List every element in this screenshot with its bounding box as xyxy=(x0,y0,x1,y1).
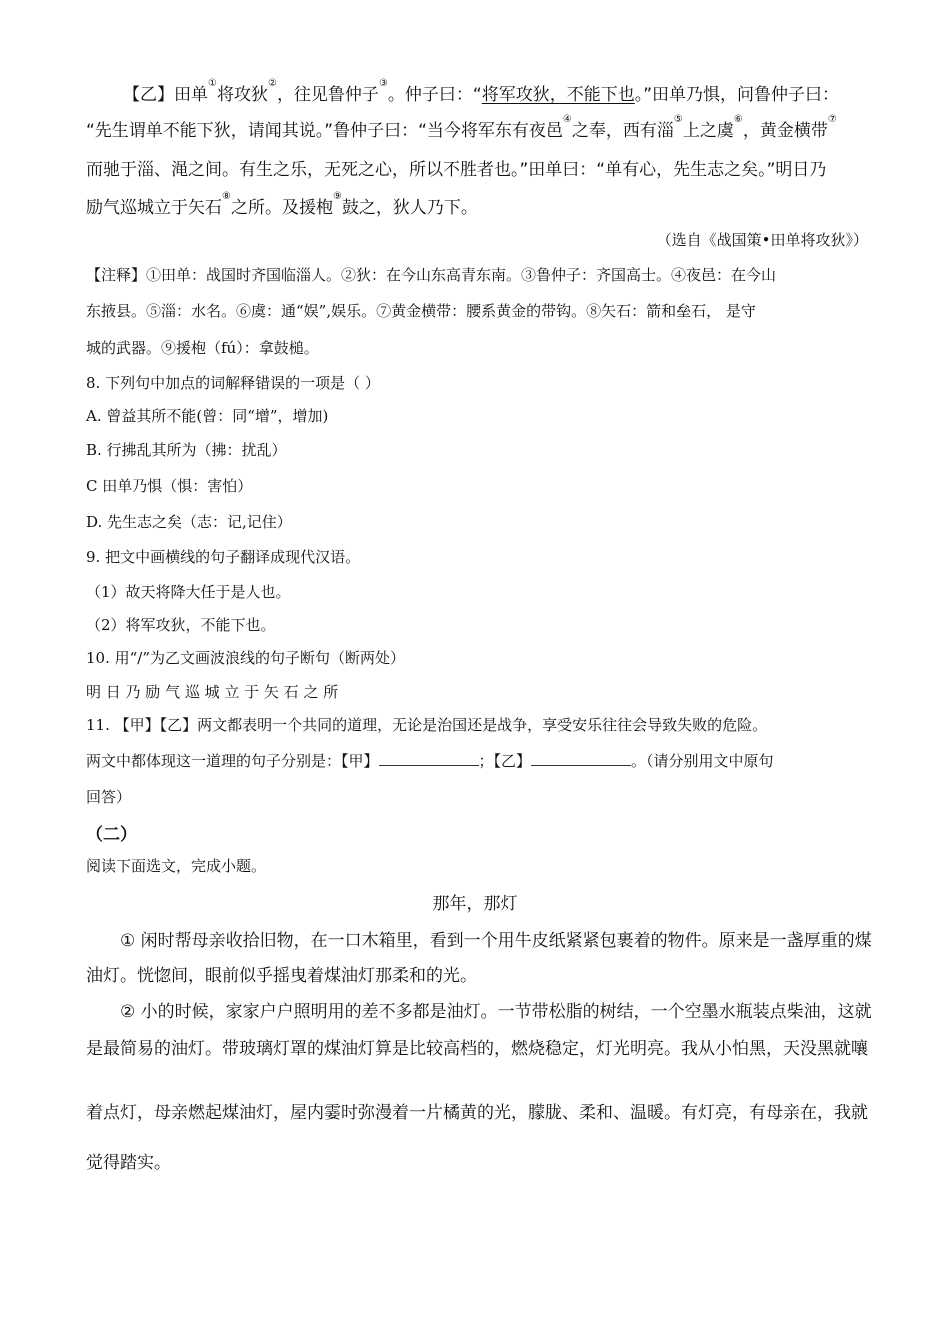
option-c: C 田单乃惧（惧：害怕） xyxy=(86,477,253,495)
article-title: 那年，那灯 xyxy=(432,894,518,914)
paragraph-2-line-2: 是最简易的油灯。带玻璃灯罩的煤油灯算是比较高档的，燃烧稳定，灯光明亮。我从小怕黑，天没黑就嚷 xyxy=(86,1039,868,1059)
passage-yi-line-1: 【乙】田单①将攻狄②，往见鲁仲子③。仲子曰：“将军攻狄，不能下也。”田单乃惧，问鲁仲子曰： xyxy=(123,78,840,105)
section-instruction: 阅读下面选文，完成小题。 xyxy=(86,857,267,875)
notes-line-3: 城的武器。⑨援枹（fú）：拿鼓槌。 xyxy=(86,339,319,357)
question-10: 10. 用“/”为乙文画波浪线的句子断句（断两处） xyxy=(86,649,406,667)
paragraph-2-line-1: ② 小的时候，家家户户照明用的差不多都是油灯。一节带松脂的树结，一个空墨水瓶装点柴油，这就 xyxy=(120,1002,872,1022)
notes-line-1: 【注释】①田单：战国时齐国临淄人。②狄：在今山东高青东南。③鲁仲子：齐国高士。④夜邑：在今山 xyxy=(86,266,777,284)
underlined-sentence: 将军攻狄，不能下也 xyxy=(481,85,635,105)
paragraph-2-line-3: 着点灯，母亲燃起煤油灯，屋内霎时弥漫着一片橘黄的光，朦胧、柔和、温暖。有灯亮，有母亲在，我就 xyxy=(86,1103,868,1123)
paragraph-1-line-2: 油灯。恍惚间，眼前似乎摇曳着煤油灯那柔和的光。 xyxy=(86,966,477,986)
option-d: D. 先生志之矣（志：记,记住） xyxy=(86,513,292,531)
question-8: 8. 下列句中加点的词解释错误的一项是（ ） xyxy=(86,374,380,392)
notes-line-2: 东掖县。⑤淄：水名。⑥虞：通“娱”,娱乐。⑦黄金横带：腰系黄金的带钩。⑧矢石：箭和垒石， 是守 xyxy=(86,302,756,320)
question-11-line-3: 回答） xyxy=(86,788,132,806)
question-9: 9. 把文中画横线的句子翻译成现代汉语。 xyxy=(86,548,361,566)
question-11-line-2: 两文中都体现这一道理的句子分别是：【甲】 ；【乙】 。（请分别用文中原句 xyxy=(86,752,774,770)
section-heading: （二） xyxy=(86,825,137,845)
option-b: B. 行拂乱其所为（拂：扰乱） xyxy=(86,441,287,459)
passage-source: （选自《战国策•田单将攻狄》） xyxy=(656,231,868,249)
answer-blank-jia[interactable] xyxy=(379,751,479,766)
paragraph-1-line-1: ① 闲时帮母亲收拾旧物，在一口木箱里，看到一个用牛皮纸紧紧包裹着的物件。原来是一盏厚重的煤 xyxy=(120,931,872,951)
option-a: A. 曾益其所不能(曾：同“增”，增加) xyxy=(86,407,329,425)
question-9-part-2: （2）将军攻狄，不能下也。 xyxy=(86,616,276,634)
paragraph-2-line-4: 觉得踏实。 xyxy=(86,1153,171,1173)
passage-yi-line-4: 励气巡城立于矢石⑧之所。及援枹⑨鼓之，狄人乃下。 xyxy=(86,191,478,218)
passage-yi-line-2: “先生谓单不能下狄，请闻其说。”鲁仲子曰：“当今将军东有夜邑④之奉，西有淄⑤上之虞⑥，黄金横带⑦ xyxy=(86,114,837,141)
answer-blank-yi[interactable] xyxy=(531,751,631,766)
question-11: 11. 【甲】【乙】两文都表明一个共同的道理，无论是治国还是战争，享受安乐往往会导致失败的危险。 xyxy=(86,716,768,734)
question-9-part-1: （1）故天将降大任于是人也。 xyxy=(86,583,291,601)
passage-yi-line-3: 而驰于淄、渑之间。有生之乐，无死之心，所以不胜者也。”田单曰：“单有心，先生志之矣。”明日乃 xyxy=(86,160,827,180)
question-10-sentence: 明 日 乃 励 气 巡 城 立 于 矢 石 之 所 xyxy=(86,683,339,701)
